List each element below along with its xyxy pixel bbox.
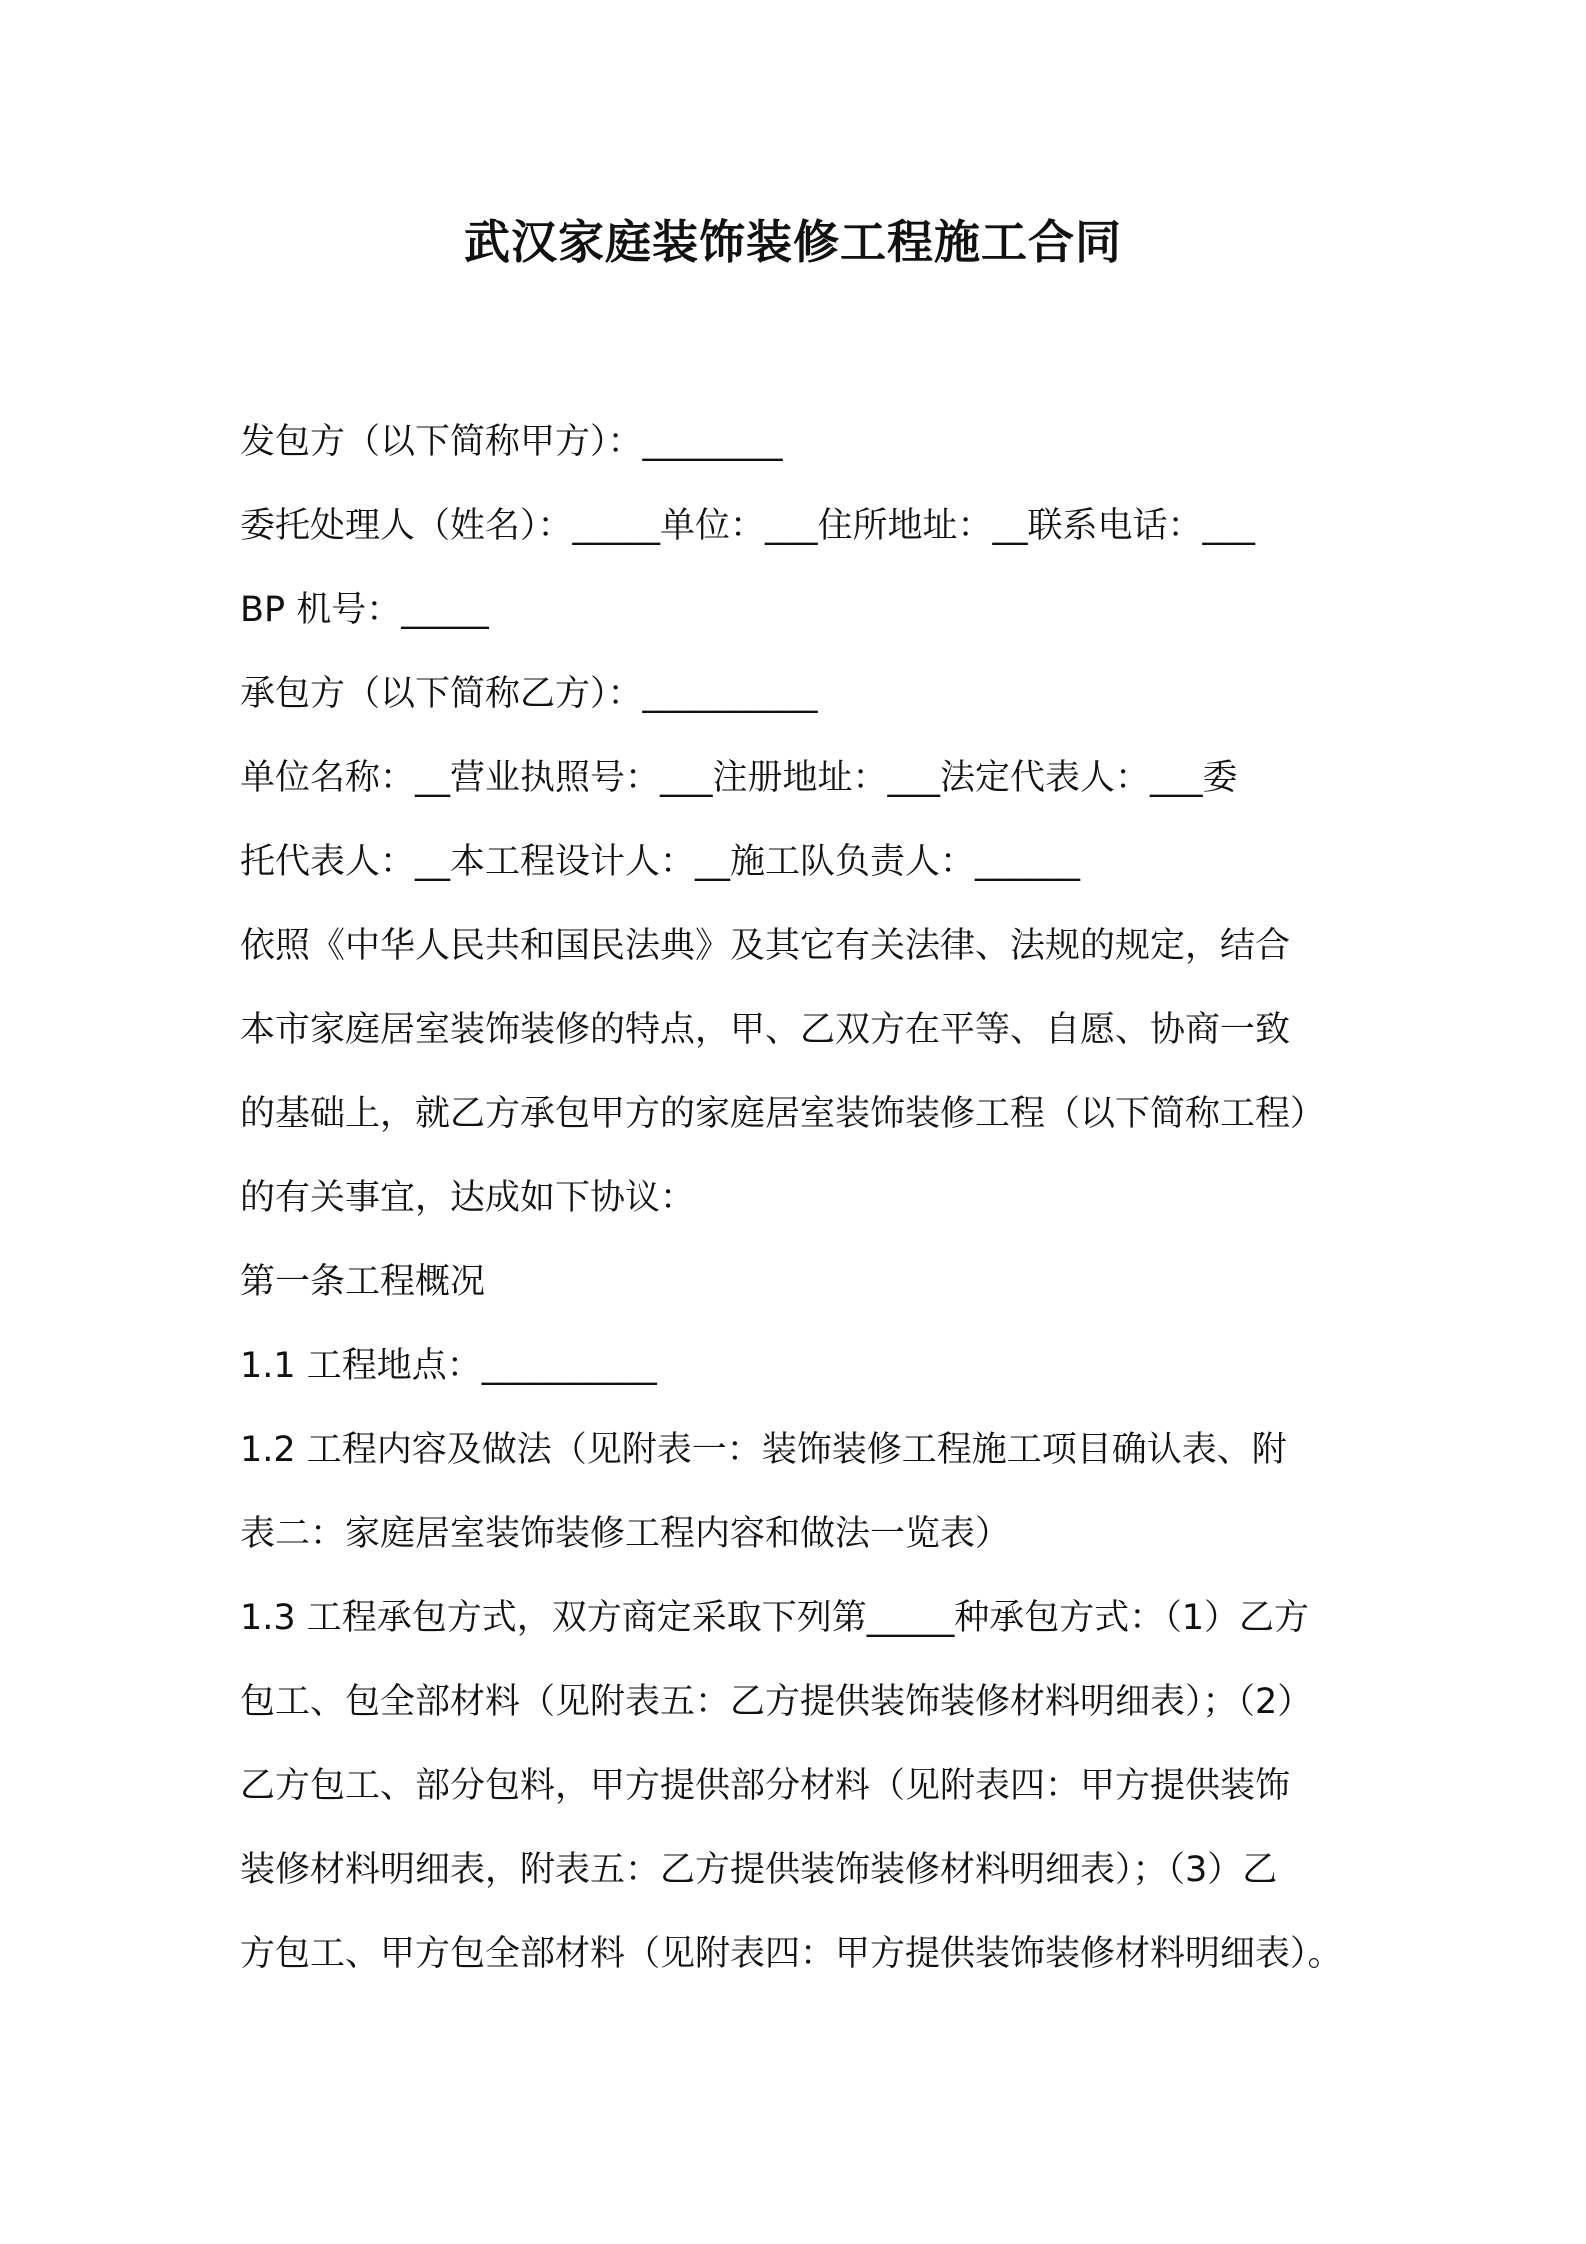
clause-1-3-line-1: 1.3 工程承包方式，双方商定采取下列第_____种承包方式：（1）乙方 (240, 1598, 1310, 1638)
preamble-line-3: 的基础上，就乙方承包甲方的家庭居室装饰装修工程（以下简称工程） (240, 1094, 1326, 1134)
clause-1-3-line-5: 方包工、甲方包全部材料（见附表四：甲方提供装饰装修材料明细表）。 (240, 1934, 1343, 1974)
clause-1-3-line-4: 装修材料明细表，附表五：乙方提供装饰装修材料明细表）；（3）乙 (240, 1850, 1278, 1890)
party-a-agent-line: 委托处理人（姓名）：_____单位：___住所地址：__联系电话：___ (240, 506, 1256, 546)
preamble-line-1: 依照《中华人民共和国民法典》及其它有关法律、法规的规定，结合 (240, 926, 1291, 966)
document-body (240, 400, 1370, 1996)
preamble-line-2: 本市家庭居室装饰装修的特点，甲、乙双方在平等、自愿、协商一致 (240, 1010, 1291, 1050)
clause-1-1: 1.1 工程地点：__________ (240, 1346, 657, 1386)
preamble-line-4: 的有关事宜，达成如下协议： (240, 1178, 696, 1218)
article-one-heading: 第一条工程概况 (240, 1262, 486, 1302)
party-a-line: 发包方（以下简称甲方）：________ (240, 422, 783, 462)
party-b-line: 承包方（以下简称乙方）：__________ (240, 674, 818, 714)
party-b-representatives-line: 托代表人：__本工程设计人：__施工队负责人：______ (240, 842, 1081, 882)
document-title: 武汉家庭装饰装修工程施工合同 (464, 215, 1122, 269)
clause-1-2-line-1: 1.2 工程内容及做法（见附表一：装饰装修工程施工项目确认表、附 (240, 1430, 1287, 1470)
pager-number-line: BP 机号：_____ (240, 590, 489, 630)
party-b-company-line: 单位名称：__营业执照号：___注册地址：___法定代表人：___委 (240, 758, 1238, 798)
clause-1-3-line-3: 乙方包工、部分包料，甲方提供部分材料（见附表四：甲方提供装饰 (240, 1766, 1291, 1806)
clause-1-3-line-2: 包工、包全部材料（见附表五：乙方提供装饰装修材料明细表）；（2） (240, 1682, 1313, 1722)
clause-1-2-line-2: 表二：家庭居室装饰装修工程内容和做法一览表） (240, 1514, 1011, 1554)
